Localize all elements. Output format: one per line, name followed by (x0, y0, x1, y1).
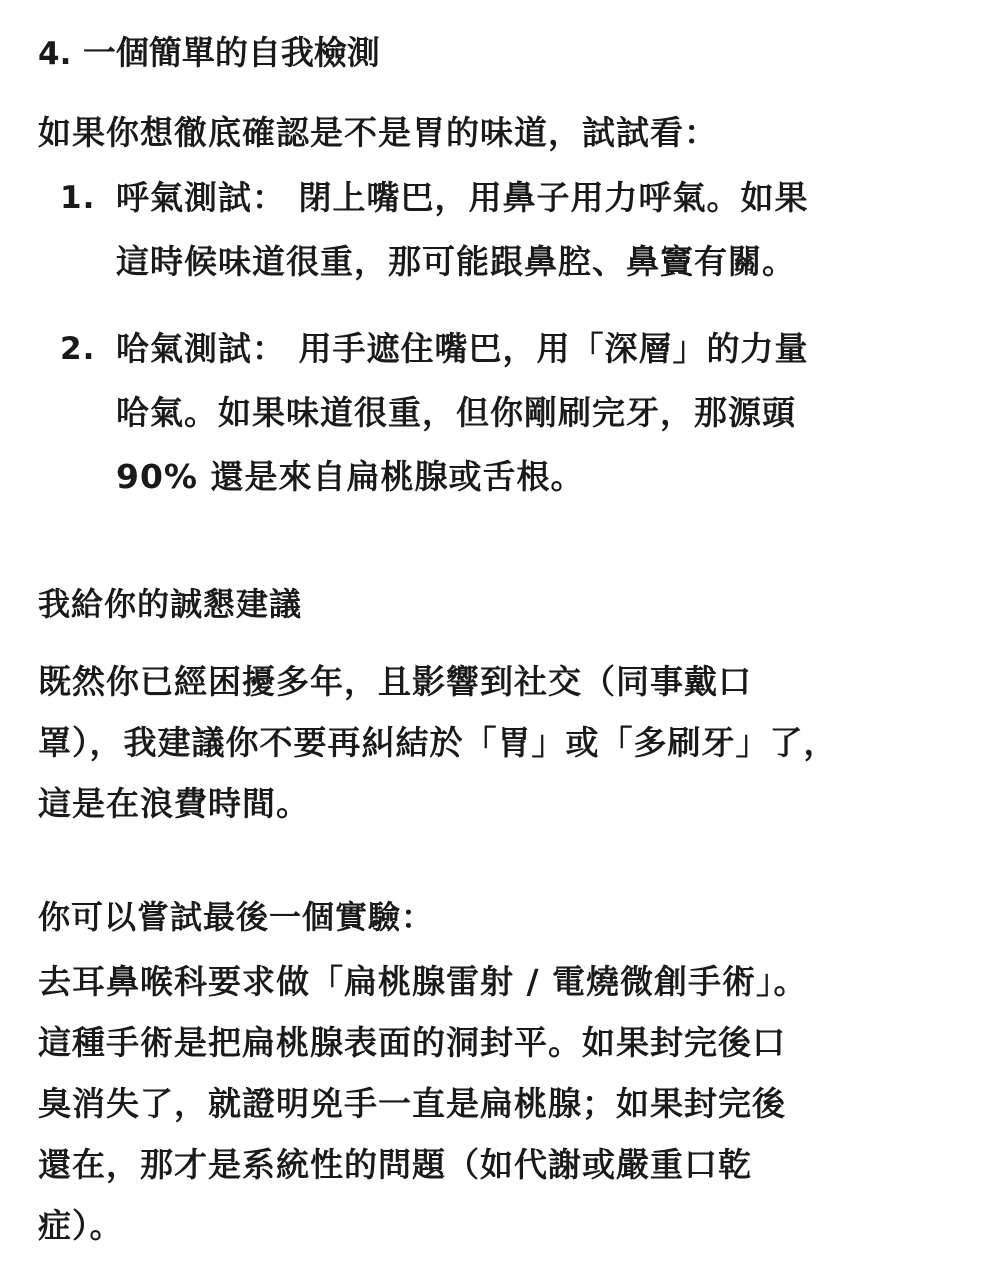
list-item-line: 呼氣測試： 閉上嘴巴，用鼻子用力呼氣。如果 (116, 178, 809, 217)
section-number: 4. (38, 36, 72, 72)
experiment-paragraph (38, 951, 808, 1256)
list-marker: 2. (60, 331, 96, 367)
list-marker: 1. (60, 180, 96, 216)
intro-text: 如果你想徹底確認是不是胃的味道，試試看： (38, 113, 718, 152)
advice-heading: 我給你的誠懇建議 (38, 585, 303, 623)
experiment-line: 症）。 (38, 1206, 124, 1245)
experiment-line: 這種手術是把扁桃腺表面的洞封平。如果封完後口 (38, 1023, 786, 1062)
list-item-line: 哈氣。如果味道很重，但你剛刷完牙，那源頭 (116, 393, 796, 432)
list-item-line: 哈氣測試： 用手遮住嘴巴，用「深層」的力量 (116, 329, 809, 368)
experiment-line: 還在，那才是系統性的問題（如代謝或嚴重口乾 (38, 1145, 752, 1184)
list-item-body (116, 166, 956, 294)
advice-line: 既然你已經困擾多年，且影響到社交（同事戴口 (38, 662, 752, 701)
advice-paragraph (38, 651, 838, 834)
advice-line: 罩），我建議你不要再糾結於「胃」或「多刷牙」了， (38, 723, 838, 762)
section-heading (38, 28, 380, 79)
list-item-line: 這時候味道很重，那可能跟鼻腔、鼻竇有關。 (116, 242, 796, 281)
list-item-line: 90% 還是來自扁桃腺或舌根。 (116, 457, 585, 496)
experiment-heading: 你可以嘗試最後一個實驗： (38, 898, 435, 936)
advice-line: 這是在浪費時間。 (38, 784, 310, 823)
intro-paragraph (38, 102, 718, 163)
list-item-body (116, 317, 956, 509)
experiment-line: 去耳鼻喉科要求做「扁桃腺雷射 / 電燒微創手術」。 (38, 962, 808, 1001)
section-title: 一個簡單的自我檢測 (82, 33, 380, 72)
experiment-line: 臭消失了，就證明兇手一直是扁桃腺；如果封完後 (38, 1084, 786, 1123)
